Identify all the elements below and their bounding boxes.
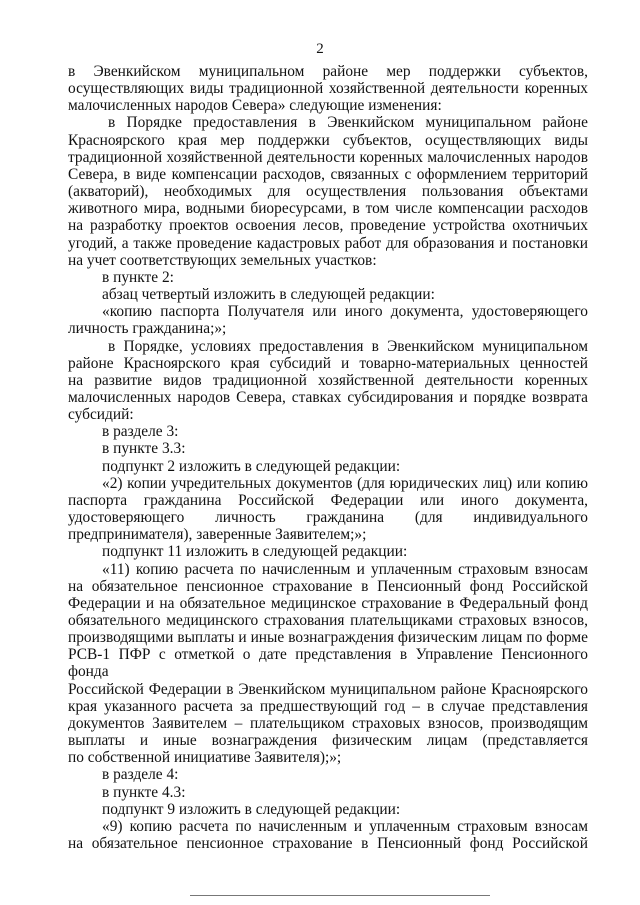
text-line: личность гражданина;»; [68,320,227,338]
text-line: документов Заявителем – плательщиком страховых взносов, производящим [68,714,588,732]
text-line: (акваторий), необходимых для осуществления пользования объектами [68,183,588,201]
text-line: «9) копию расчета по начисленным и уплаченным страховым взносам [102,817,588,835]
text-line: края указанного расчета за предшествующий год – в случае представления [68,697,588,715]
text-line: на развитие видов традиционной хозяйственной деятельности коренных [68,371,588,389]
text-line: подпункт 11 изложить в следующей редакции: [102,543,408,561]
text-line: в разделе 3: [102,423,179,441]
text-line: угодий, а также проведение кадастровых работ для образования и постановки [68,234,588,252]
text-line: на обязательное пенсионное страхование в Пенсионный фонд Российской [68,577,588,595]
text-line: удостоверяющего личность гражданина (для индивидуального [68,509,588,527]
text-line: выплаты и иные вознаграждения физическим лицам (представляется [68,732,588,750]
text-line: в Порядке предоставления в Эвенкийском муниципальном районе [108,114,588,132]
text-line: РСВ-1 ПФР с отметкой о дате представления в Управление Пенсионного фонда [68,646,588,681]
text-line: «копию паспорта Получателя или иного документа, удостоверяющего [102,303,588,321]
text-line: в разделе 4: [102,766,179,784]
text-line: в Эвенкийском муниципальном районе мер поддержки субъектов, [68,63,588,80]
text-line: районе Красноярского края субсидий и товарно-материальных ценностей [68,354,588,372]
document-body [68,63,588,852]
text-line: субсидий: [68,406,134,424]
text-line: Севера, в виде компенсации расходов, связанных с оформлением территорий [68,165,588,183]
text-line: на обязательное пенсионное страхование в Пенсионный фонд Российской [68,835,588,853]
text-line: малочисленных народов Севера» следующие изменения: [68,97,442,115]
text-line: Красноярского края мер поддержки субъектов, осуществляющих виды [68,131,588,149]
text-line: на разработку проектов освоения лесов, проведение устройства охотничьих [68,217,588,235]
text-line: малочисленных народов Севера, ставках субсидирования и порядке возврата [68,388,588,406]
text-line: подпункт 9 изложить в следующей редакции: [102,800,401,818]
text-line: по собственной инициативе Заявителя);»; [68,749,342,767]
text-line: Федерации и на обязательное медицинское страхование в Федеральный фонд [68,594,588,612]
text-line: предпринимателя), заверенные Заявителем;»; [68,526,367,544]
text-line: в Порядке, условиях предоставления в Эвенкийском муниципальном [108,337,588,355]
text-line: подпункт 2 изложить в следующей редакции: [102,457,401,475]
page-number: 2 [316,41,324,57]
text-line: в пункте 3.3: [102,440,186,458]
text-line: абзац четвертый изложить в следующей редакции: [102,286,435,304]
text-line: паспорта гражданина Российской Федерации или иного документа, [68,491,588,509]
text-line: производящими выплаты и иные вознаграждения физическим лицам по форме [68,629,588,647]
text-line: обязательного медицинского страхования плательщиками страховых взносов, [68,612,588,629]
text-line: «11) копию расчета по начисленным и уплаченным страховым взносам [102,560,588,578]
scan-edge-line [190,895,490,896]
text-line: «2) копии учредительных документов (для юридических лиц) или копию [102,474,588,492]
text-line: в пункте 4.3: [102,783,186,801]
text-line: на учет соответствующих земельных участков: [68,251,377,269]
text-line: осуществляющих виды традиционной хозяйственной деятельности коренных [68,80,588,98]
text-line: традиционной хозяйственной деятельности коренных малочисленных народов [68,148,588,166]
text-line: Российской Федерации в Эвенкийском муниципальном районе Красноярского [68,680,588,698]
text-line: в пункте 2: [102,268,174,286]
text-line: животного мира, водными биоресурсами, в том числе компенсации расходов [68,200,588,218]
